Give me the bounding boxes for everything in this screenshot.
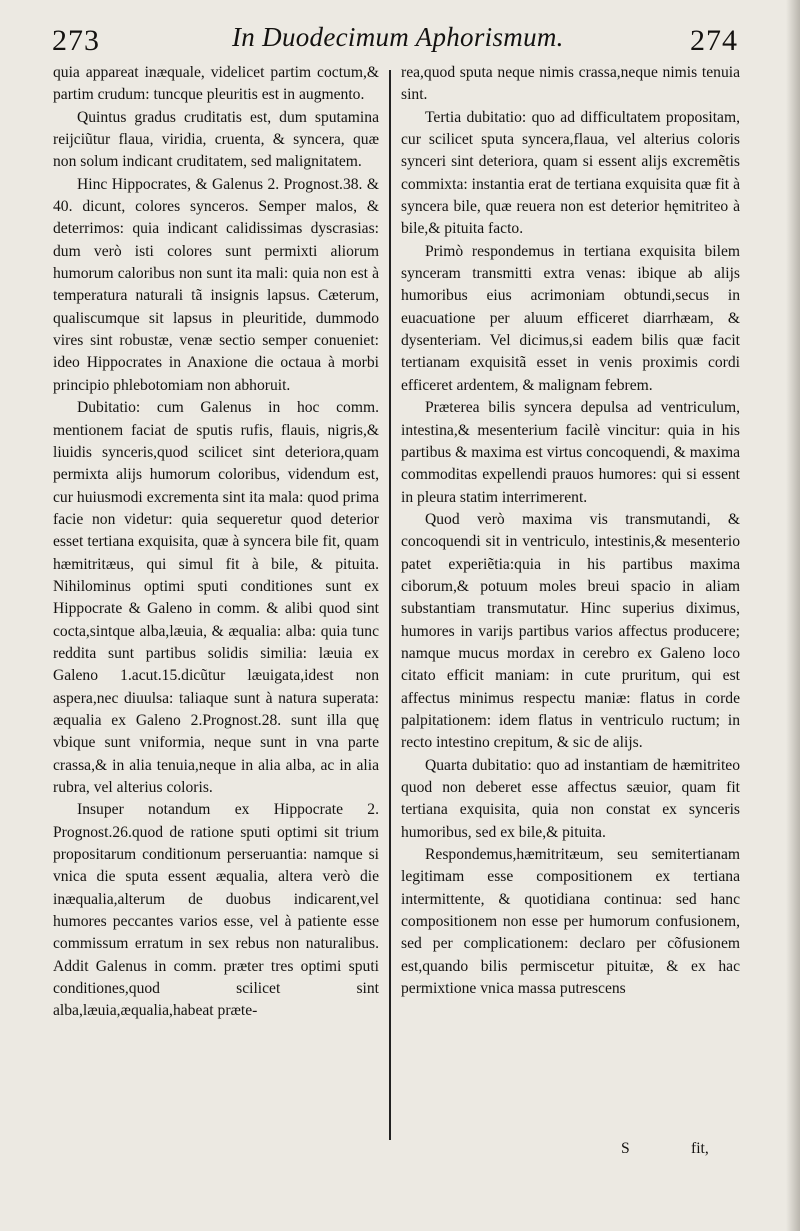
page-edge-shadow	[786, 0, 800, 1231]
page-header	[0, 0, 800, 64]
paragraph: Quod verò maxima vis transmutandi, & concoquendi sit in ventriculo, intestinis,& mesenterio patet experiẽtia:quia in his partibus maxima ciborum,& potuum moles breui spacio in aliam substantiam transmutatur. Hinc superius diximus, humores in varijs partibus varios affectus producere; namque mucus mordax in cerebro ex Galeno loco citato efficit maniam: in cute pruritum, qui est affectus minimus respectu maniæ: flatus in corde palpitationem: idem flatus in ventriculo ructum; in recto intestino crepitum, & sic de alijs.	[401, 510, 740, 752]
right-text-column	[401, 62, 740, 1000]
left-text-column	[53, 62, 379, 1023]
paragraph: rea,quod sputa neque nimis crassa,neque nimis tenuia sint.	[401, 64, 740, 104]
paragraph: Hinc Hippocrates, & Galenus 2. Prognost.38. & 40. dicunt, colores synceros. Semper malos, & deterrimos: quia indicant calidissimas dyscrasias: dum verò isti colores sunt permixti aliorum humorum caloribus non sunt ita mali: quia non est à temperatura naturali tã insignis lapsus. Cæterum, qualiscumque sit lapsus in pleuritide, dummodo vires sint robustæ, venæ sectio semper conueniet: ideo Hippocrates in Anaxione die octaua à morbi principio phlebotomiam non abhoruit.	[53, 175, 379, 394]
paragraph: Præterea bilis syncera depulsa ad ventriculum, intestina,& mesenterium facilè vincitur: quia in his partibus & maxima est virtus concoquendi, & maxima commoditas expellendi prauos humores: qui si essent in pleura statim interrimerent.	[401, 399, 740, 506]
paragraph: Quintus gradus cruditatis est, dum sputamina reijciũtur flaua, viridia, cruenta, & syncera, quæ non solum indicant cruditatem, sed malignitatem.	[53, 108, 379, 171]
paragraph: Primò respondemus in tertiana exquisita bilem synceram transmitti extra venas: ibique ab alijs humoribus eius acrimoniam obtundi,secus in euacuatione per aluum efficeret diarrhæam, & dysenteriam. Vel dicimus,si eadem bilis quæ facit tertianam exquisitã esset in venis proximis cordi efficeret ardentem, & malignam febrem.	[401, 242, 740, 394]
right-page-number: 274	[690, 24, 738, 57]
paragraph: Dubitatio: cum Galenus in hoc comm. mentionem faciat de sputis rufis, flauis, nigris,& liuidis synceris,quod scilicet sint deteriora,quam permixta alijs humorum coloribus, videndum est, cur huiusmodi excrementa sint ita mala: quod prima facie non videtur: quia sequeretur quod deterior esset tertiana exquisita, quæ à syncera bile fit, quam hæmitritæus, qui simul fit à bile, & pituita. Nihilominus optimi sputi conditiones sunt ex Hippocrate & Galeno in comm. & alibi quod sint cocta,sintque alba,læuia, & æqualia: alba: quia tunc reddita sunt partibus solidis similia: læuia ex Galeno 1.acut.15.dicũtur læuigata,idest non aspera,nec diuulsa: taliaque sunt à natura superata: æqualia ex Galeno 2.Prognost.28. sunt illa quę vbique sunt vniformia, neque sunt in vna parte crassa,& in alia tenuia,neque in alia alba, ac in alia rubra, vel alterius coloris.	[53, 399, 379, 796]
paragraph: Insuper notandum ex Hippocrate 2. Prognost.26.quod de ratione sputi optimi sit trium propositarum conditionum perseruantia: namque si vnica die sputa essent æqualia, altera verò die inæqualia,alterum de duobus indicarent,vel humores peccantes varios esse, vel à patiente esse commissum erratum in sex rebus non naturalibus. Addit Galenus in comm. præter tres optimi sputi conditiones,quod scilicet sint alba,læuia,æqualia,habeat præte-	[53, 801, 379, 1020]
paragraph: Tertia dubitatio: quo ad difficultatem propositam, cur scilicet sputa syncera,flaua, vel alterius coloris synceri sint deteriora, quam si essent alijs excremẽtis commixta: instantia erat de tertiana exquisita quæ fit à syncera bile, quæ reuera non est deterior hęmitriteo à bile,& pituita facto.	[401, 108, 740, 238]
paragraph: Quarta dubitatio: quo ad instantiam de hæmitriteo quod non deberet esse affectus sæuior, quam fit tertiana exquisita, quia non constat ex synceris humoribus, sed ex bile,& pituita.	[401, 756, 740, 841]
running-title: In Duodecimum Aphorismum.	[232, 22, 564, 52]
signature-mark: S	[621, 1140, 630, 1157]
column-rule	[389, 70, 391, 1140]
left-page-number: 273	[52, 24, 100, 57]
paragraph: Respondemus,hæmitritæum, seu semitertianam legitimam esse compositionem ex tertiana intermittente, & quotidiana continua: sed hanc compositionem non esse per humorum confusionem, sed per complicationem: declaro per cõfusionem est,quando bilis permiscetur pituitæ, & ex hac permixtione vnica massa putrescens	[401, 846, 740, 998]
page-footer	[401, 1140, 740, 1166]
paragraph: quia appareat inæquale, videlicet partim coctum,& partim crudum: tuncque pleuritis est in augmento.	[53, 64, 379, 104]
catchword: fit,	[691, 1140, 709, 1157]
